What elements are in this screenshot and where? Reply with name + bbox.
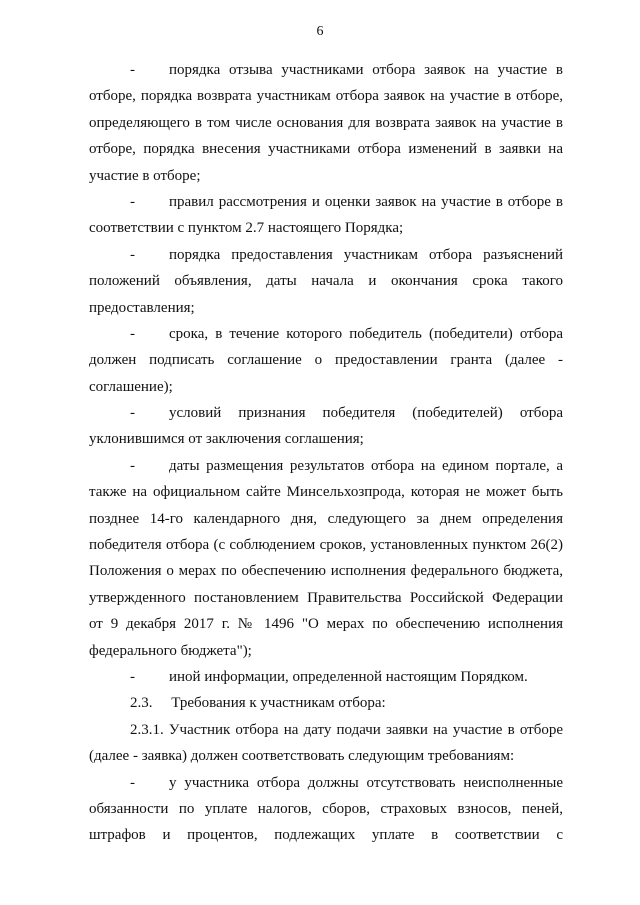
text-line bbox=[89, 611, 563, 637]
paragraph-text: соответствии с пунктом 2.7 настоящего Порядка; bbox=[89, 220, 404, 237]
text-line bbox=[89, 453, 563, 479]
list-dash: - bbox=[130, 457, 135, 474]
text-line bbox=[89, 295, 563, 321]
list-dash: - bbox=[130, 668, 135, 685]
paragraph-text: отборе, порядка возврата участникам отбора заявок на участие в отборе, bbox=[89, 88, 563, 105]
list-item-text: у участника отбора должны отсутствовать неисполненные bbox=[169, 774, 563, 791]
list-dash: - bbox=[130, 325, 135, 342]
text-line bbox=[89, 400, 563, 426]
text-line bbox=[89, 558, 563, 584]
paragraph-text: соглашение); bbox=[89, 378, 173, 395]
paragraph-text: положений объявления, даты начала и окончания срока такого bbox=[89, 273, 563, 290]
text-line bbox=[89, 83, 563, 109]
paragraph-text: (далее - заявка) должен соответствовать следующим требованиям: bbox=[89, 748, 515, 765]
list-item-text: даты размещения результатов отбора на едином портале, а bbox=[169, 457, 563, 474]
text-line bbox=[89, 717, 563, 743]
text-line bbox=[89, 743, 563, 769]
list-item-text: условий признания победителя (победителей) отбора bbox=[169, 405, 563, 422]
list-item-text: порядка отзыва участниками отбора заявок на участие в bbox=[169, 62, 563, 78]
paragraph-text: обязанности по уплате налогов, сборов, страховых взносов, пеней, bbox=[89, 800, 563, 817]
text-line bbox=[89, 57, 563, 83]
paragraph-text: федерального бюджета"); bbox=[89, 642, 252, 659]
text-line bbox=[89, 189, 563, 215]
paragraph-text: 2.3. Требования к участникам отбора: bbox=[130, 695, 386, 712]
paragraph-text: 2.3.1. Участник отбора на дату подачи заявки на участие в отборе bbox=[130, 721, 563, 738]
paragraph-text: должен подписать соглашение о предоставлении гранта (далее - bbox=[89, 352, 563, 369]
page-number: 6 bbox=[316, 24, 324, 39]
text-line bbox=[89, 136, 563, 162]
text-line bbox=[89, 638, 563, 664]
list-dash: - bbox=[130, 193, 135, 210]
text-line bbox=[89, 426, 563, 452]
paragraph-text: определяющего в том числе основания для возврата заявок на участие в bbox=[89, 114, 563, 131]
list-item-text: иной информации, определенной настоящим Порядком. bbox=[169, 668, 528, 685]
text-line bbox=[89, 110, 563, 136]
list-dash: - bbox=[130, 246, 135, 263]
paragraph-text: также на официальном сайте Минсельхозпрода, которая не может быть bbox=[89, 484, 563, 501]
text-line bbox=[89, 770, 563, 796]
text-line bbox=[89, 215, 563, 241]
paragraph-text: от 9 декабря 2017 г. № 1496 "О мерах по обеспечению исполнения bbox=[89, 616, 563, 633]
paragraph-text: утвержденного постановлением Правительства Российской Федерации bbox=[89, 589, 563, 606]
list-dash: - bbox=[130, 774, 135, 791]
list-item-text: правил рассмотрения и оценки заявок на участие в отборе в bbox=[169, 193, 563, 210]
text-line bbox=[89, 796, 563, 822]
document-body bbox=[89, 57, 563, 849]
paragraph-text: штрафов и процентов, подлежащих уплате в соответствии с bbox=[89, 827, 563, 844]
paragraph-text: отборе, порядка внесения участниками отбора изменений в заявки на bbox=[89, 141, 563, 158]
text-line bbox=[89, 347, 563, 373]
text-line bbox=[89, 585, 563, 611]
text-line bbox=[89, 242, 563, 268]
paragraph-text: позднее 14-го календарного дня, следующего за днем определения bbox=[89, 510, 563, 527]
text-line bbox=[89, 664, 563, 690]
text-line bbox=[89, 321, 563, 347]
list-item-text: порядка предоставления участникам отбора разъяснений bbox=[169, 246, 563, 263]
list-dash: - bbox=[130, 405, 135, 422]
text-line bbox=[89, 163, 563, 189]
text-line bbox=[89, 268, 563, 294]
text-line bbox=[89, 479, 563, 505]
text-line bbox=[89, 374, 563, 400]
text-line bbox=[89, 506, 563, 532]
paragraph-text: предоставления; bbox=[89, 299, 195, 316]
paragraph-text: участие в отборе; bbox=[89, 167, 201, 184]
list-item-text: срока, в течение которого победитель (победители) отбора bbox=[169, 325, 563, 342]
list-dash: - bbox=[130, 62, 135, 78]
paragraph-text: Положения о мерах по обеспечению исполнения федерального бюджета, bbox=[89, 563, 563, 580]
paragraph-text: победителя отбора (с соблюдением сроков, установленных пунктом 26(2) bbox=[89, 537, 563, 554]
text-line bbox=[89, 690, 563, 716]
paragraph-text: уклонившимся от заключения соглашения; bbox=[89, 431, 364, 448]
text-line bbox=[89, 822, 563, 848]
text-line bbox=[89, 532, 563, 558]
